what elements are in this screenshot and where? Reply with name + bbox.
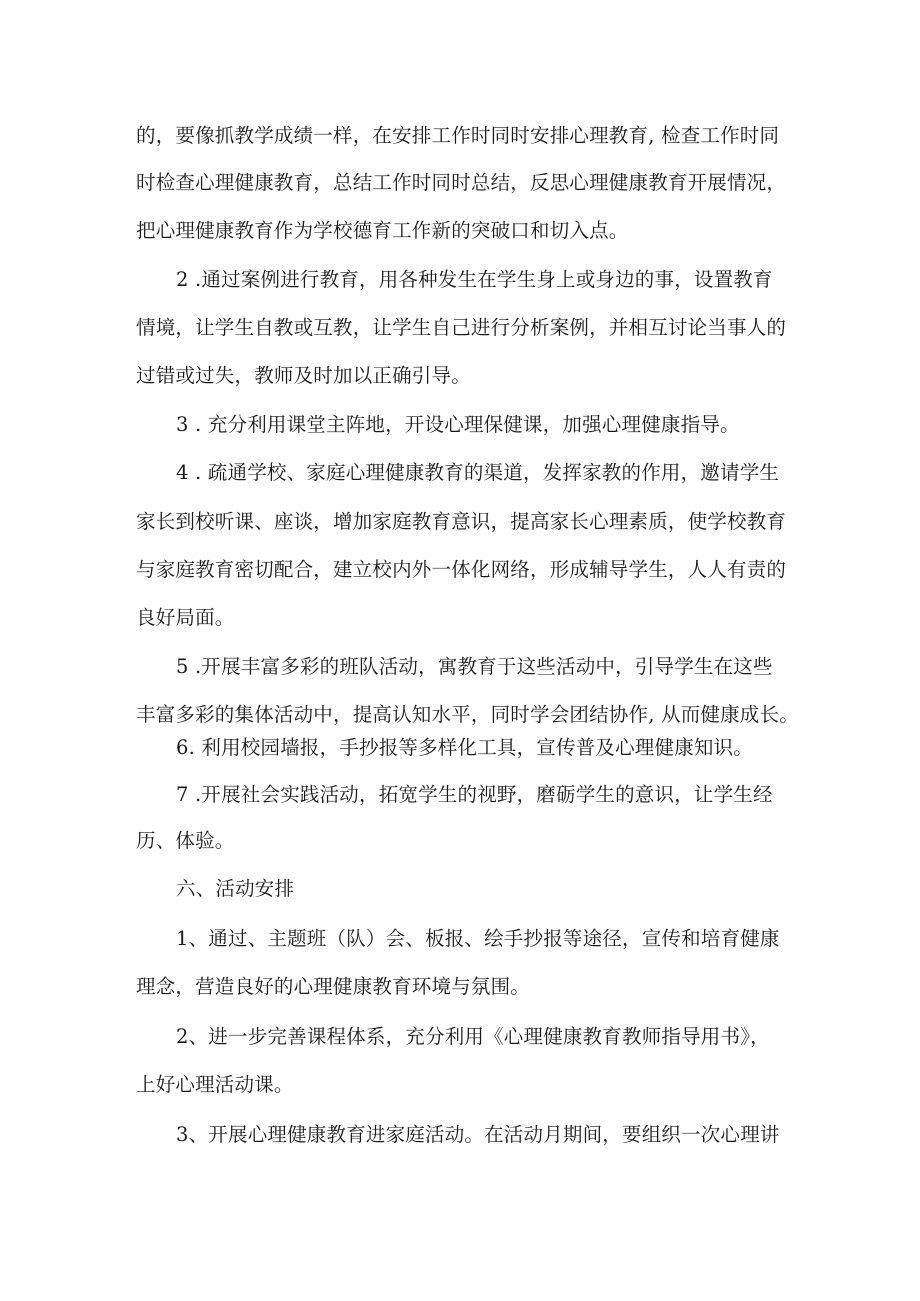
body-text-line: 良好局面。 <box>136 606 235 629</box>
list-item-4-line: 4 . 疏通学校、家庭心理健康教育的渠道，发挥家教的作用，邀请学生 <box>176 461 780 484</box>
body-text-line: 理念，营造良好的心理健康教育环境与氛围。 <box>136 975 531 998</box>
body-text-line: 的，要像抓教学成绩一样，在安排工作时同时安排心理教育, 检查工作时同 <box>136 124 780 147</box>
body-text-line: 把心理健康教育作为学校德育工作新的突破口和切入点。 <box>136 219 629 242</box>
section-heading: 六、活动安排 <box>176 877 295 900</box>
list-item-3-line: 3 . 充分利用课堂主阵地，开设心理保健课，加强心理健康指导。 <box>176 413 740 436</box>
list-item-2-line: 2 .通过案例进行教育，用各种发生在学生身上或身边的事，设置教育 <box>176 268 773 291</box>
activity-item-3-line: 3、开展心理健康教育进家庭活动。在活动月期间，要组织一次心理讲 <box>176 1123 780 1146</box>
list-item-6-line: 6. 利用校园墙报，手抄报等多样化工具，宣传普及心理健康知识。 <box>176 736 754 759</box>
body-text-line: 过错或过失，教师及时加以正确引导。 <box>136 364 471 387</box>
activity-item-2-line: 2、进一步完善课程体系，充分利用《心理健康教育教师指导用书》， <box>176 1025 770 1048</box>
body-text-line: 情境，让学生自教或互教，让学生自己进行分析案例，并相互讨论当事人的 <box>136 316 787 339</box>
list-item-5-line: 5 .开展丰富多彩的班队活动，寓教育于这些活动中，引导学生在这些 <box>176 655 773 678</box>
activity-item-1-line: 1、通过、主题班（队）会、板报、绘手抄报等途径，宣传和培育健康 <box>176 927 780 950</box>
body-text-line: 时检查心理健康教育，总结工作时同时总结，反思心理健康教育开展情况， <box>136 171 787 194</box>
body-text-line: 历、体验。 <box>136 829 235 852</box>
list-item-7-line: 7 .开展社会实践活动，拓宽学生的视野，磨砺学生的意识，让学生经 <box>176 783 773 806</box>
body-text-line: 上好心理活动课。 <box>136 1073 294 1096</box>
body-text-line: 与家庭教育密切配合，建立校内外一体化网络，形成辅导学生，人人有责的 <box>136 558 787 581</box>
body-text-line: 丰富多彩的集体活动中，提高认知水平，同时学会团结协作, 从而健康成长。 <box>136 703 799 726</box>
body-text-line: 家长到校听课、座谈，增加家庭教育意识，提高家长心理素质，使学校教育 <box>136 510 787 533</box>
